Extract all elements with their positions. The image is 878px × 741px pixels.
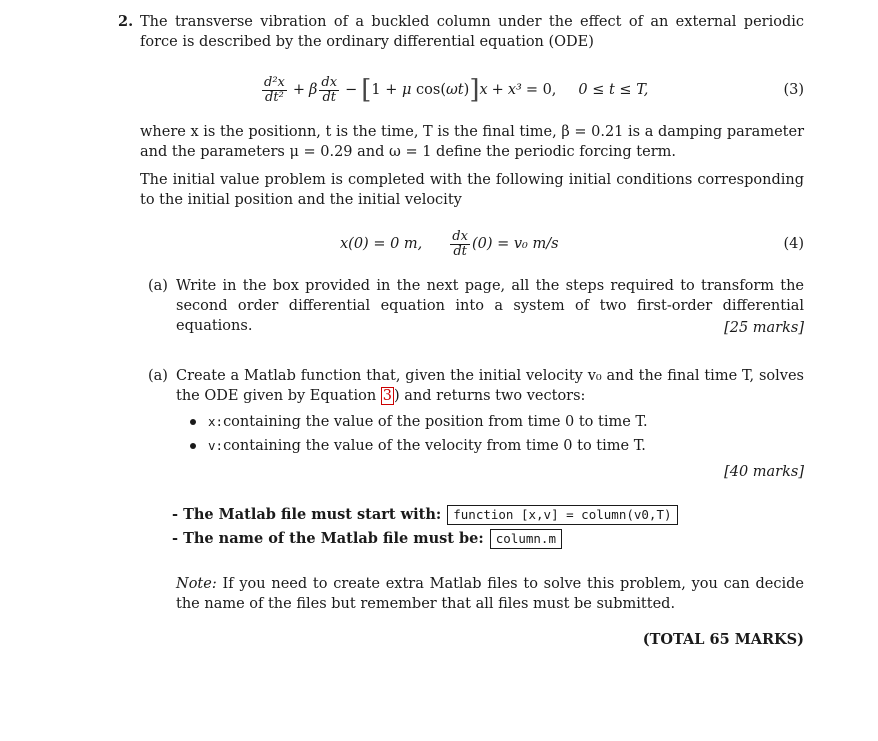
equation-3-description: where x is the positionn, t is the time, T is the final time, β = 0.21 is a damping parameter and the parameters μ = 0.29 and ω = 1 define the periodic forcing term. <box>140 124 804 160</box>
part-a-matlab <box>148 366 804 410</box>
equation-4-number: (4) <box>783 236 804 252</box>
function-signature-code: function [x,v] = column(v0,T) <box>447 505 677 525</box>
file-name-requirement: - The name of the Matlab file must be: column.m <box>172 528 562 550</box>
part-a2-marks: [40 marks] <box>724 464 804 480</box>
bullet-icon <box>190 419 196 425</box>
equation-4 <box>140 222 804 266</box>
list-item: x: containing the value of the position from time 0 to time T. <box>190 410 790 434</box>
part-a2-text: Create a Matlab function that, given the initial velocity v₀ and the final time T, solves the ODE given by Equation 3 ) and returns two vectors: <box>176 368 804 404</box>
return-vectors-list <box>190 410 790 458</box>
file-start-requirement: - The Matlab file must start with: function [x,v] = column(v0,T) <box>172 504 678 526</box>
part-a2-label: (a) <box>148 368 168 384</box>
initial-velocity: (0) = v₀ m/s <box>471 236 559 252</box>
initial-value-text: The initial value problem is completed with the following initial conditions corresponding to the initial position and the initial velocity <box>140 172 804 208</box>
part-a-text: Write in the box provided in the next page, all the steps required to transform the second order differential equation into a system of two first-order differential equations. <box>176 278 804 334</box>
note-paragraph: Note: If you need to create extra Matlab files to solve this problem, you can decide the name of the files but remember that all files must be submitted. <box>176 576 804 612</box>
total-marks: (TOTAL 65 MARKS) <box>642 631 804 648</box>
question-intro: The transverse vibration of a buckled column under the effect of an external periodic force is described by the ordinary differential equation (ODE) <box>140 14 804 50</box>
bullet-icon <box>190 443 196 449</box>
second-derivative-fraction: $\frac{\text{d²x}}{\text{dt²}}$ <box>264 74 285 105</box>
list-item: v: containing the value of the velocity from time 0 to time T. <box>190 434 790 458</box>
part-a-label: (a) <box>148 278 168 294</box>
first-derivative-fraction: $\frac{dx}{dt}$ <box>321 74 338 105</box>
part-a-marks: [25 marks] <box>724 320 804 336</box>
initial-position: x(0) = 0 m, <box>340 236 423 252</box>
equation-3-range: 0 ≤ t ≤ T, <box>578 82 649 98</box>
question-number: 2. <box>118 13 134 30</box>
equation-3: $\frac{\text{d²x}}{\text{dt²}}$ + β $\frac{dx}{dt}$ − [ 1 + μ cos( ωt ) ] x + x³ = 0, 0 ≤ t ≤ T, (3) <box>264 74 804 105</box>
note-label: Note: <box>176 576 217 592</box>
file-name-code: column.m <box>490 529 562 549</box>
equation-reference-link[interactable]: 3 <box>382 388 393 404</box>
velocity-fraction: $\frac{dx}{dt}$ <box>452 228 468 259</box>
equation-3-number: (3) <box>783 82 804 98</box>
